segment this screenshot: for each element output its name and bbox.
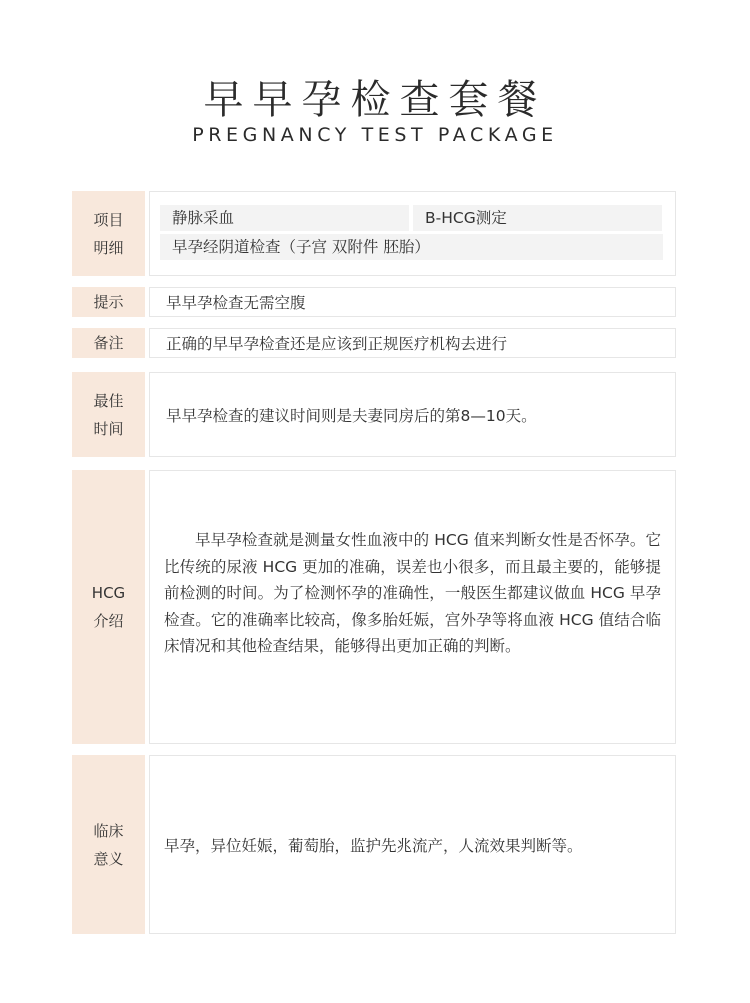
item-chip-bhcg: B-HCG测定 (413, 205, 662, 231)
clinical-label-line2: 意义 (93, 849, 124, 868)
hcg-row (72, 470, 676, 744)
item-chip-ultrasound: 早孕经阴道检查（子宫 双附件 胚胎） (160, 234, 663, 260)
best-time-label-line2: 时间 (93, 419, 124, 438)
best-time-label-line1: 最佳 (93, 391, 124, 410)
best-time-label (72, 372, 145, 457)
note-label: 备注 (72, 328, 145, 358)
hcg-label (72, 470, 145, 744)
hcg-content (149, 470, 676, 744)
best-time-row (72, 372, 676, 457)
clinical-label-line1: 临床 (93, 821, 124, 840)
clinical-text: 早孕，异位妊娠，葡萄胎，监护先兆流产，人流效果判断等。 (164, 836, 583, 855)
tip-content (149, 287, 676, 317)
clinical-content (149, 755, 676, 934)
clinical-row (72, 755, 676, 934)
items-label (72, 191, 145, 276)
page-title: 早早孕检查套餐 (203, 77, 547, 123)
note-content (149, 328, 676, 358)
tip-row (72, 287, 676, 317)
page-subtitle: PREGNANCY TEST PACKAGE (192, 124, 558, 146)
items-content (149, 191, 676, 276)
hcg-label-line1: HCG (91, 584, 126, 602)
hcg-paragraph: 早早孕检查就是测量女性血液中的 HCG 值来判断女性是否怀孕。它比传统的尿液 HCG 更加的准确，误差也小很多，而且最主要的，能够提前检测的时间。为了检测怀孕的准确性，一般医生都建议做血 HCG 早孕检查。它的准确率比较高，像多胎妊娠，宫外孕等将血液 HCG 值结合临床情况和其他检查结果，能够得出更加正确的判断。 (164, 531, 661, 655)
tip-text: 早早孕检查无需空腹 (166, 294, 306, 312)
item-chip-venous-blood: 静脉采血 (160, 205, 409, 231)
best-time-content (149, 372, 676, 457)
items-row (72, 191, 676, 276)
items-label-line1: 项目 (93, 210, 124, 229)
tip-label: 提示 (72, 287, 145, 317)
best-time-text: 早早孕检查的建议时间则是夫妻同房后的第8—10天。 (166, 406, 537, 425)
clinical-label (72, 755, 145, 934)
note-row (72, 328, 676, 358)
note-text: 正确的早早孕检查还是应该到正规医疗机构去进行 (166, 335, 508, 353)
items-label-line2: 明细 (93, 238, 124, 257)
hcg-label-line2: 介绍 (93, 612, 124, 630)
